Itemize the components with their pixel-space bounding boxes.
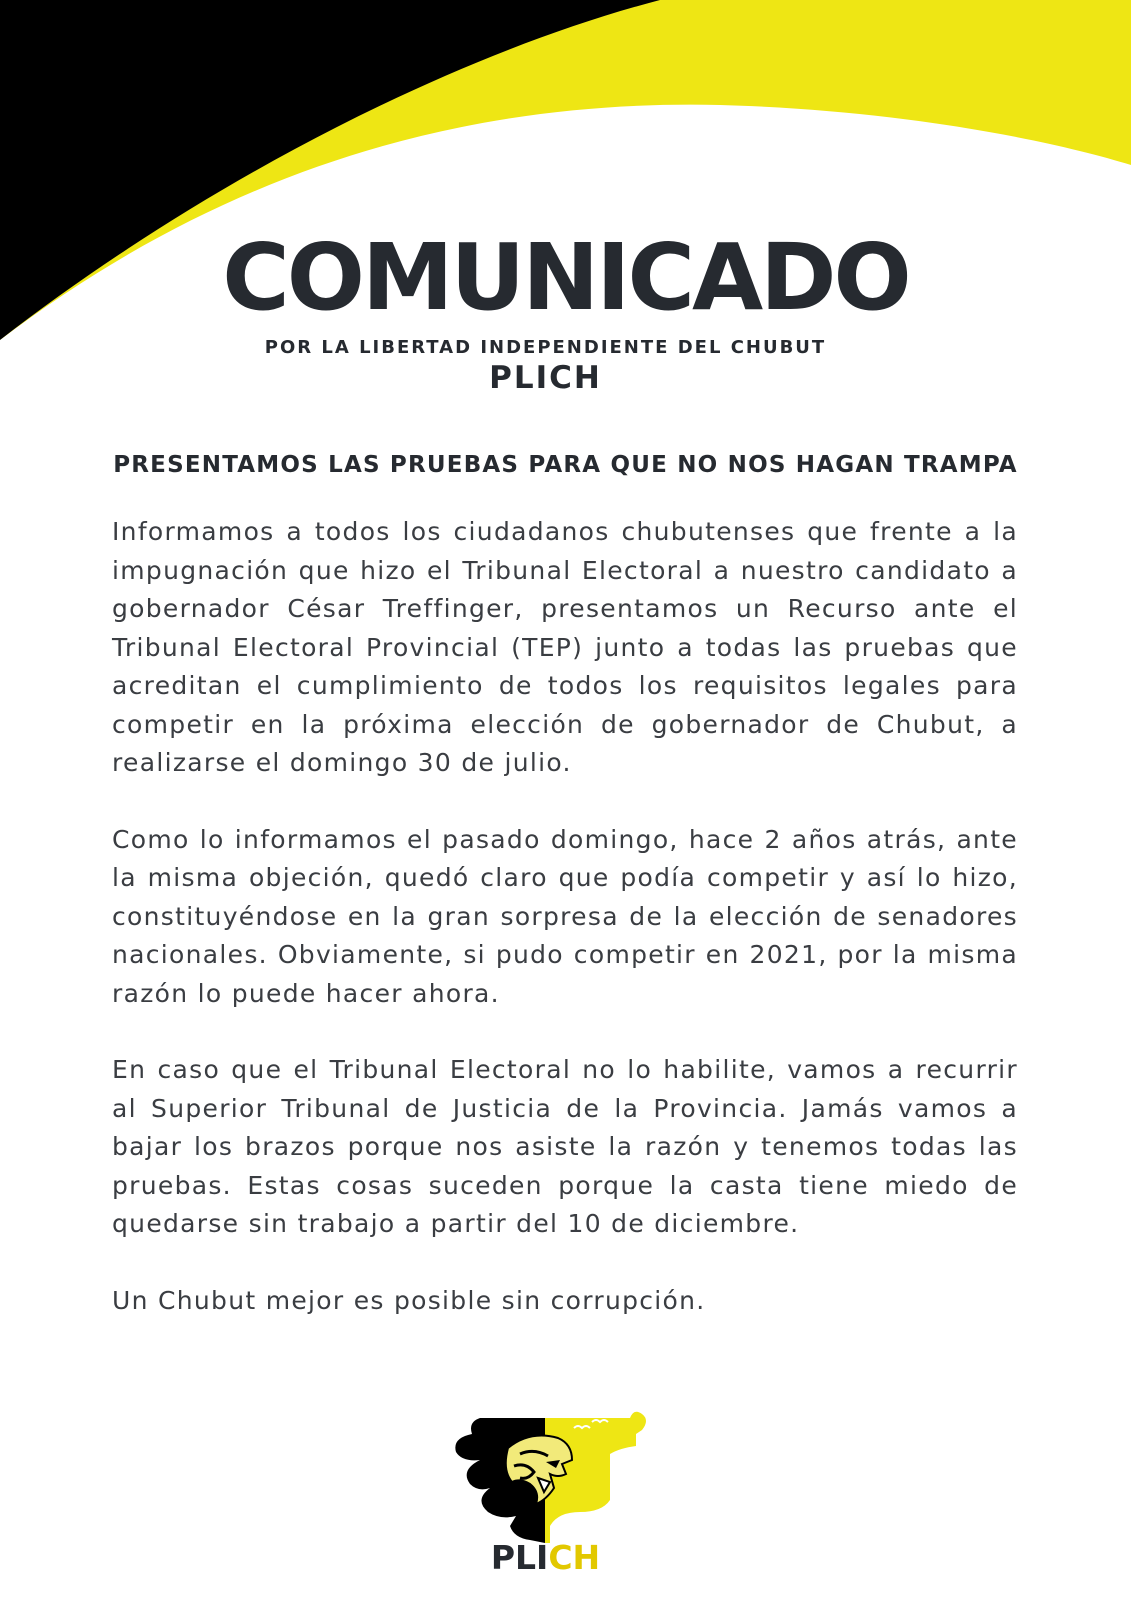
statement-headline: PRESENTAMOS LAS PRUEBAS PARA QUE NO NOS HAGAN TRAMPA (113, 452, 1018, 478)
paragraph: Informamos a todos los ciudadanos chubutenses que frente a la impugnación que hizo el Tribunal Electoral a nuestro candidato a gobernador César Treffinger, presentamos un Recurso ante el Tribunal Electoral Provincial (TEP) junto a todas las pruebas que acreditan el cumplimiento de todos los requisitos legales para competir en la próxima elección de gobernador de Chubut, a realizarse el domingo 30 de julio. (112, 517, 1018, 777)
statement-body (112, 513, 1018, 1320)
page-title: COMUNICADO (222, 224, 909, 331)
lion-flag-icon (450, 1408, 660, 1548)
logo-wordmark (0, 1538, 1091, 1577)
logo-wordmark-accent: CH (548, 1538, 601, 1577)
paragraph: Un Chubut mejor es posible sin corrupción. (112, 1285, 706, 1315)
paragraph: Como lo informamos el pasado domingo, hace 2 años atrás, ante la misma objeción, quedó claro que podía competir y así lo hizo, constituyéndose en la gran sorpresa de la elección de senadores nacionales. Obviamente, si pudo competir en 2021, por la misma razón lo puede hacer ahora. (112, 824, 1018, 1008)
organization-acronym: PLICH (489, 360, 602, 396)
logo-wordmark-dark: PLI (490, 1538, 549, 1577)
paragraph: En caso que el Tribunal Electoral no lo habilite, vamos a recurrir al Superior Tribunal de Justicia de la Provincia. Jamás vamos a bajar los brazos porque nos asiste la razón y tenemos todas las pruebas. Estas cosas suceden porque la casta tiene miedo de quedarse sin trabajo a partir del 10 de diciembre. (112, 1055, 1018, 1238)
organization-full-name: POR LA LIBERTAD INDEPENDIENTE DEL CHUBUT (264, 337, 827, 358)
